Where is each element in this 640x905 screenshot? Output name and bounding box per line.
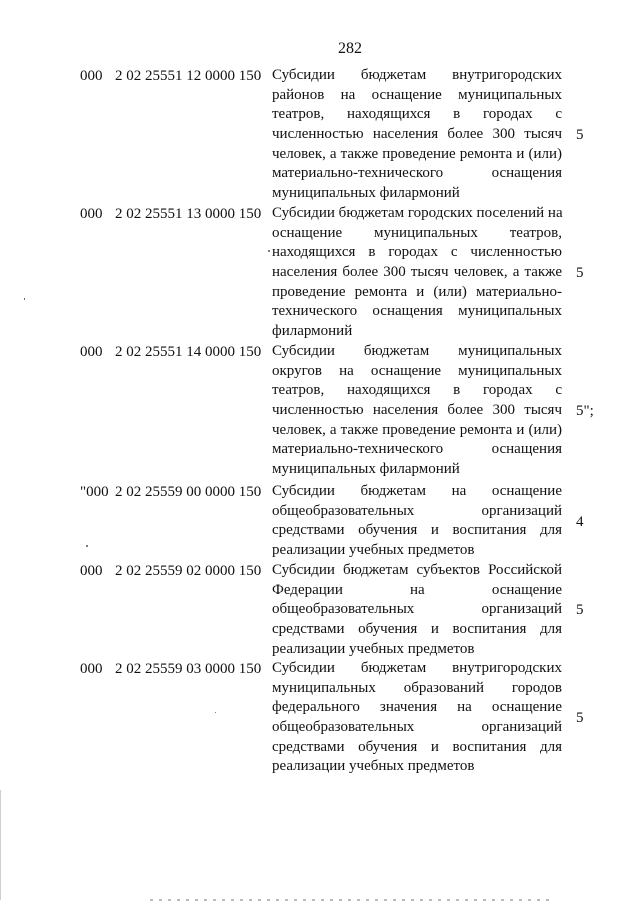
admin-code: 000	[80, 68, 103, 84]
description-line: муниципальных филармоний	[272, 185, 460, 202]
description-line: находящихся в городах с численностью	[272, 244, 562, 261]
description-line: Субсидии бюджетам внутригородских	[272, 67, 562, 83]
description-line: Субсидии бюджетам внутригородских	[272, 660, 562, 676]
budget-classification-code: 2 02 25559 00 0000 150	[115, 484, 262, 500]
scan-speck	[268, 250, 270, 252]
description-line: округов на оснащение муниципальных	[272, 362, 562, 379]
norm-value: 5";	[576, 403, 594, 419]
revenue-description	[272, 66, 562, 204]
description-line: театров, находящихся в городах с	[272, 382, 562, 399]
description-line: человек, а также проведение ремонта и (или)	[272, 421, 562, 438]
budget-classification-code: 2 02 25551 13 0000 150	[115, 206, 262, 222]
budget-classification-code: 2 02 25559 02 0000 150	[115, 563, 262, 579]
description-line: численностью населения более 300 тысяч	[272, 126, 562, 143]
budget-classification-code: 2 02 25551 14 0000 150	[115, 344, 262, 360]
description-line: реализации учебных предметов	[272, 758, 475, 775]
description-line: муниципальных филармоний	[272, 461, 460, 478]
scan-bottom-noise	[150, 899, 550, 901]
description-line: театров, находящихся в городах с	[272, 106, 562, 123]
budget-classification-code: 2 02 25551 12 0000 150	[115, 68, 262, 84]
description-line: средствами обучения и воспитания для	[272, 522, 562, 539]
revenue-description	[272, 204, 562, 342]
scan-edge	[0, 790, 1, 900]
description-line: Субсидии бюджетам муниципальных	[272, 343, 562, 359]
scan-speck	[86, 545, 88, 547]
revenue-description	[272, 482, 562, 561]
scan-speck	[24, 298, 25, 300]
norm-value: 5	[576, 710, 584, 726]
admin-code: 000	[80, 563, 103, 579]
admin-code: 000	[80, 344, 103, 360]
description-line: реализации учебных предметов	[272, 542, 475, 559]
norm-value: 5	[576, 265, 584, 281]
scan-speck	[215, 712, 216, 713]
page-number: 282	[338, 40, 362, 57]
description-line: материально-технического оснащения	[272, 165, 562, 182]
description-line: Субсидии бюджетам субъектов Российской	[272, 562, 562, 578]
revenue-description	[272, 342, 562, 480]
admin-code: 000	[80, 661, 103, 677]
description-line: средствами обучения и воспитания для	[272, 621, 562, 638]
description-line: филармоний	[272, 323, 353, 340]
description-line: средствами обучения и воспитания для	[272, 738, 562, 755]
norm-value: 5	[576, 602, 584, 618]
norm-value: 4	[576, 514, 584, 530]
description-line: технического оснащения муниципальных	[272, 303, 562, 320]
description-line: Субсидии бюджетам городских поселений на	[272, 205, 563, 221]
description-line: человек, а также проведение ремонта и (или)	[272, 145, 562, 162]
budget-classification-code: 2 02 25559 03 0000 150	[115, 661, 262, 677]
description-line: районов на оснащение муниципальных	[272, 86, 562, 103]
description-line: реализации учебных предметов	[272, 640, 475, 657]
revenue-description	[272, 561, 562, 659]
description-line: муниципальных образований городов	[272, 679, 562, 696]
revenue-description	[272, 659, 562, 777]
description-line: Субсидии бюджетам на оснащение	[272, 483, 562, 499]
norm-value: 5	[576, 127, 584, 143]
description-line: Федерации на оснащение	[272, 581, 562, 598]
description-line: общеобразовательных организаций	[272, 601, 562, 618]
description-line: федерального значения на оснащение	[272, 699, 562, 716]
description-line: численностью населения более 300 тысяч	[272, 402, 562, 419]
description-line: материально-технического оснащения	[272, 441, 562, 458]
admin-code: 000	[80, 206, 103, 222]
description-line: общеобразовательных организаций	[272, 719, 562, 736]
admin-code: "000	[80, 484, 109, 500]
description-line: оснащение муниципальных театров,	[272, 224, 562, 241]
description-line: населения более 300 тысяч человек, а также	[272, 264, 562, 281]
description-line: общеобразовательных организаций	[272, 502, 562, 519]
description-line: проведение ремонта и (или) материально-	[272, 283, 562, 300]
